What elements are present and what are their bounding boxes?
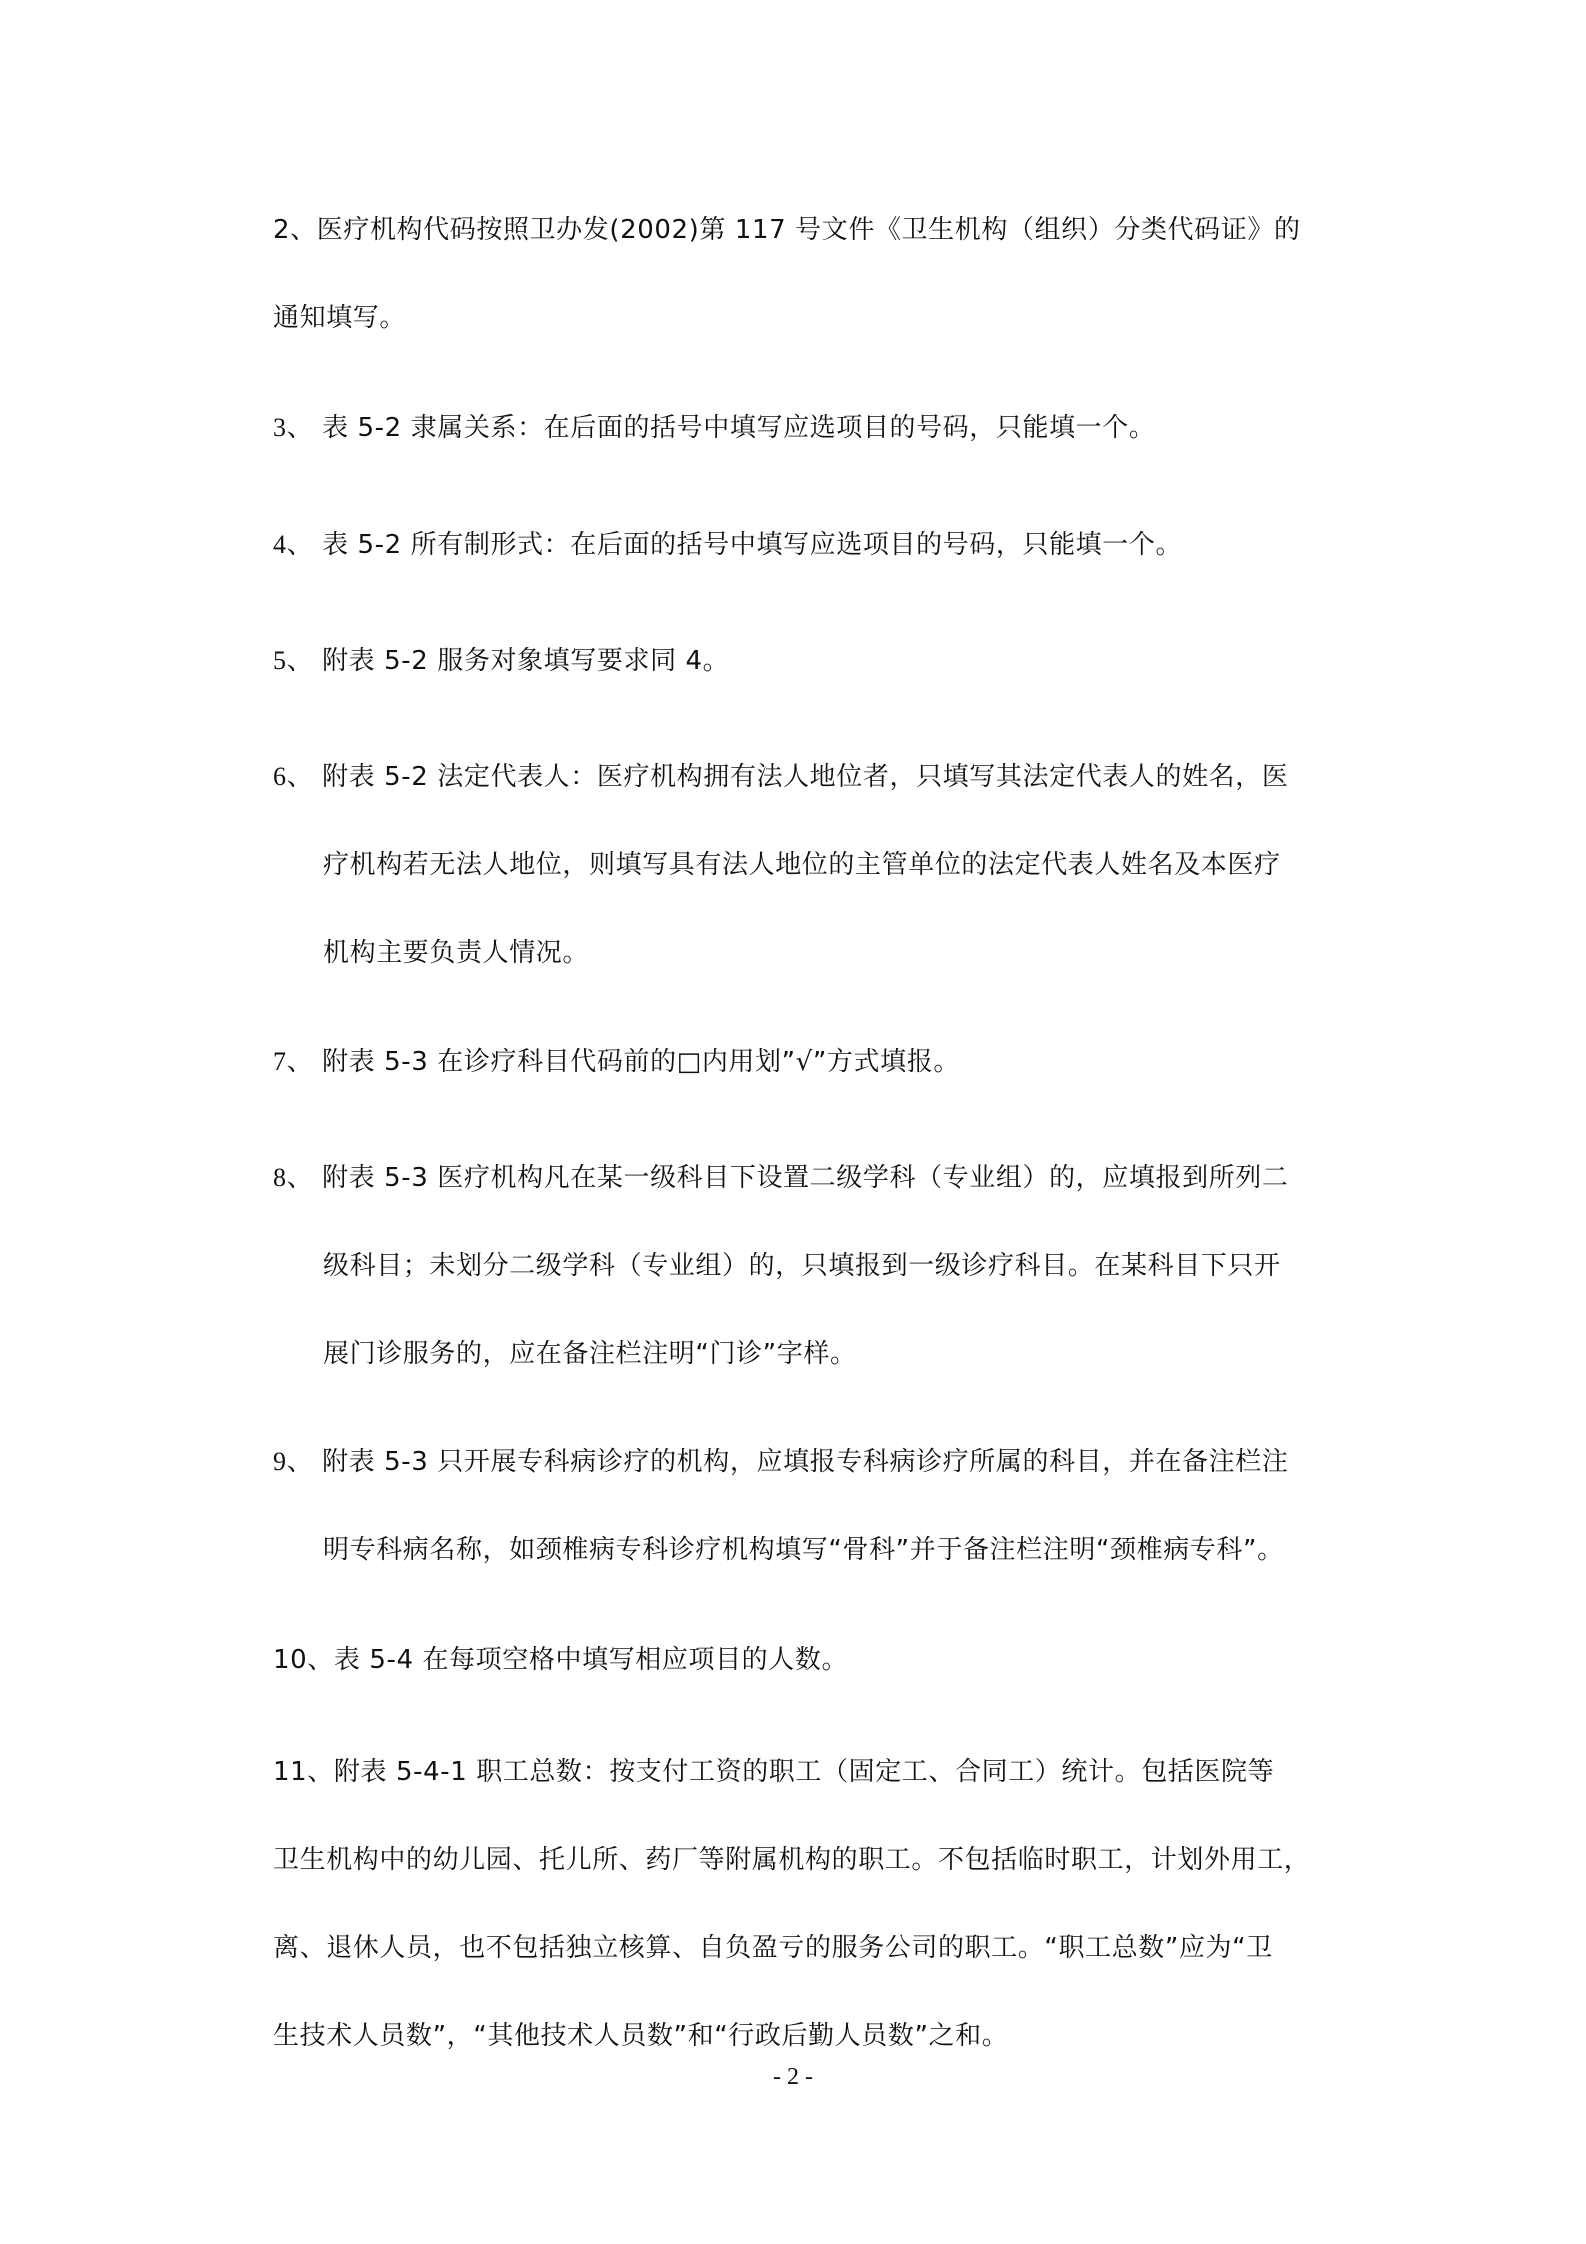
item-line: 级科目；未划分二级学科（专业组）的，只填报到一级诊疗科目。在某科目下只开 bbox=[323, 1251, 1281, 1281]
item-line: 明专科病名称，如颈椎病专科诊疗机构填写“骨科”并于备注栏注明“颈椎病专科”。 bbox=[323, 1535, 1284, 1565]
item-number: 3、 bbox=[273, 413, 314, 442]
item-line bbox=[273, 1134, 1343, 1222]
item-line: 11、附表 5-4-1 职工总数：按支付工资的职工（固定工、合同工）统计。包括医院等 bbox=[273, 1757, 1275, 1787]
instruction-item-6 bbox=[273, 733, 1343, 997]
item-text: 附表 5-2 服务对象填写要求同 4。 bbox=[313, 646, 730, 676]
instruction-item-8 bbox=[273, 1134, 1343, 1398]
instruction-item-10 bbox=[273, 1616, 1343, 1704]
item-text: 附表 5-2 法定代表人：医疗机构拥有法人地位者，只填写其法定代表人的姓名，医 bbox=[313, 762, 1289, 792]
item-text: 附表 5-3 医疗机构凡在某一级科目下设置二级学科（专业组）的，应填报到所列二 bbox=[313, 1163, 1289, 1193]
instruction-item-7 bbox=[273, 1018, 1343, 1106]
item-line: 疗机构若无法人地位，则填写具有法人地位的主管单位的法定代表人姓名及本医疗 bbox=[323, 850, 1281, 880]
instruction-item-2 bbox=[273, 186, 1343, 362]
item-number: 7、 bbox=[273, 1047, 314, 1076]
item-line bbox=[273, 617, 1343, 705]
item-line: 10、表 5-4 在每项空格中填写相应项目的人数。 bbox=[273, 1645, 849, 1675]
item-line: 离、退休人员，也不包括独立核算、自负盈亏的服务公司的职工。“职工总数”应为“卫 bbox=[273, 1933, 1273, 1963]
item-line bbox=[273, 384, 1343, 472]
item-text: 表 5-2 隶属关系：在后面的括号中填写应选项目的号码，只能填一个。 bbox=[313, 413, 1156, 443]
instruction-item-3 bbox=[273, 384, 1343, 472]
item-number: 5、 bbox=[273, 646, 314, 675]
item-number: 4、 bbox=[273, 530, 314, 559]
item-line: 通知填写。 bbox=[273, 303, 407, 333]
item-line bbox=[273, 1018, 1343, 1106]
item-line bbox=[273, 733, 1343, 821]
item-line: 2、医疗机构代码按照卫办发(2002)第 117 号文件《卫生机构（组织）分类代码证》的 bbox=[273, 215, 1301, 245]
instruction-item-9 bbox=[273, 1418, 1343, 1594]
item-line: 机构主要负责人情况。 bbox=[323, 938, 590, 968]
instruction-item-11 bbox=[273, 1728, 1343, 2080]
instruction-item-4 bbox=[273, 501, 1343, 589]
item-line: 生技术人员数”，“其他技术人员数”和“行政后勤人员数”之和。 bbox=[273, 2021, 1009, 2051]
item-line: 卫生机构中的幼儿园、托儿所、药厂等附属机构的职工。不包括临时职工，计划外用工， bbox=[273, 1845, 1311, 1875]
item-text: 表 5-2 所有制形式：在后面的括号中填写应选项目的号码，只能填一个。 bbox=[313, 530, 1183, 560]
instruction-item-5 bbox=[273, 617, 1343, 705]
item-number: 8、 bbox=[273, 1163, 314, 1192]
item-line: 展门诊服务的，应在备注栏注明“门诊”字样。 bbox=[323, 1339, 857, 1369]
page-number: - 2 - bbox=[773, 2064, 813, 2090]
item-line bbox=[273, 1418, 1343, 1506]
item-number: 9、 bbox=[273, 1447, 314, 1476]
item-text: 附表 5-3 只开展专科病诊疗的机构，应填报专科病诊疗所属的科目，并在备注栏注 bbox=[313, 1447, 1289, 1477]
item-text: 附表 5-3 在诊疗科目代码前的□内用划”√”方式填报。 bbox=[313, 1047, 960, 1077]
item-number: 6、 bbox=[273, 762, 314, 791]
item-line bbox=[273, 501, 1343, 589]
